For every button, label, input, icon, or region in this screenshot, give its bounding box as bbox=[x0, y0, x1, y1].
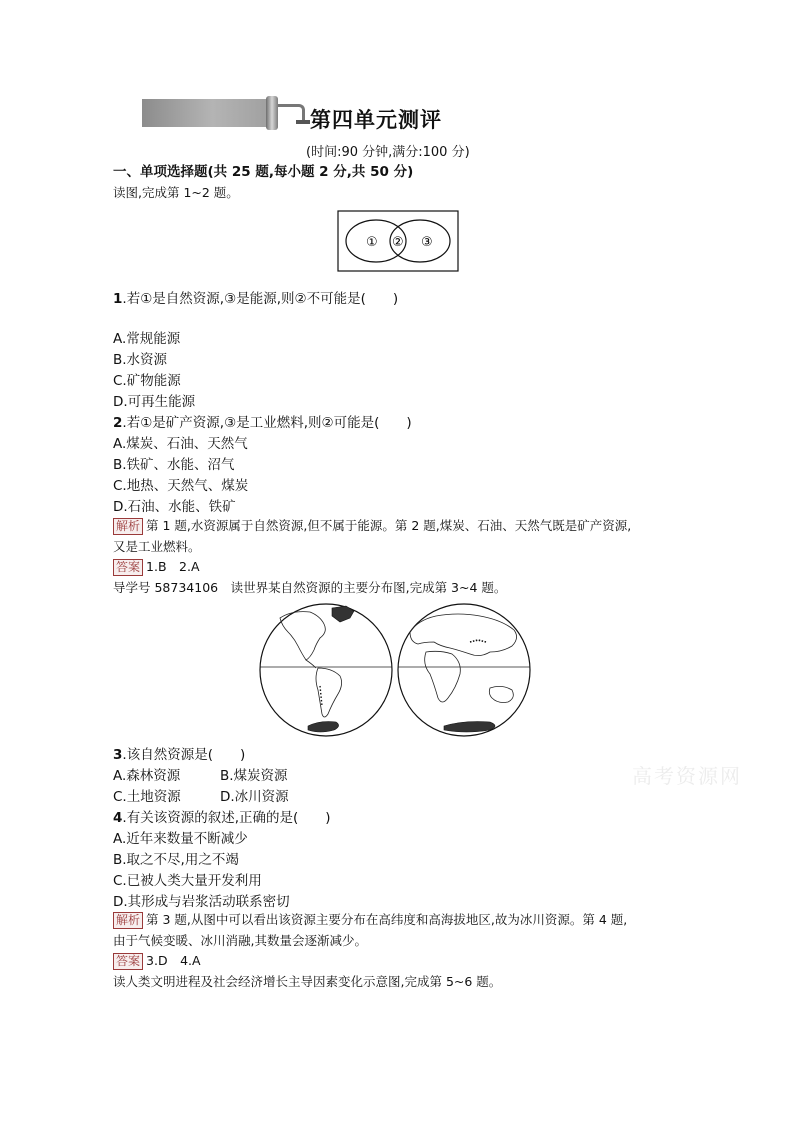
question-number: 2 bbox=[113, 415, 123, 431]
eastern-hemisphere bbox=[398, 604, 530, 736]
answer-block-2 bbox=[113, 951, 201, 970]
analysis-text-cont: 又是工业燃料。 bbox=[113, 539, 201, 554]
q4-option-d[interactable]: D.其形成与岩浆活动联系密切 bbox=[113, 894, 290, 910]
answer-text: 3.D 4.A bbox=[146, 953, 201, 968]
answer-text: 1.B 2.A bbox=[146, 559, 200, 574]
q4-option-a[interactable]: A.近年来数量不断减少 bbox=[113, 831, 248, 847]
paint-roller-icon bbox=[266, 96, 278, 130]
watermark: 高考资源网 bbox=[632, 764, 742, 788]
analysis-block-1 bbox=[113, 516, 631, 535]
q3-option-b[interactable]: B.煤炭资源 bbox=[220, 768, 288, 784]
question-stem: .若①是矿产资源,③是工业燃料,则②可能是( ) bbox=[122, 415, 412, 431]
question-1 bbox=[113, 287, 398, 307]
q2-option-c[interactable]: C.地热、天然气、煤炭 bbox=[113, 478, 249, 494]
venn-label-1: ① bbox=[366, 235, 378, 250]
q3-option-a[interactable]: A.森林资源 bbox=[113, 768, 181, 784]
venn-label-3: ③ bbox=[421, 235, 433, 250]
world-glacier-map bbox=[258, 602, 534, 738]
answer-tag: 答案 bbox=[113, 559, 143, 576]
q2-option-d[interactable]: D.石油、水能、铁矿 bbox=[113, 499, 236, 515]
title-banner-decoration bbox=[142, 99, 270, 127]
venn-label-2: ② bbox=[392, 235, 404, 250]
analysis-block-2 bbox=[113, 910, 627, 929]
q2-option-b[interactable]: B.铁矿、水能、沼气 bbox=[113, 457, 235, 473]
q3-option-d[interactable]: D.冰川资源 bbox=[220, 789, 289, 805]
intro-text: 读图,完成第 1~2 题。 bbox=[113, 185, 239, 200]
question-4 bbox=[113, 806, 331, 826]
question-number: 1 bbox=[113, 291, 123, 307]
antarctica-glacier-east bbox=[444, 722, 495, 733]
analysis-text-cont: 由于气候变暖、冰川消融,其数量会逐渐减少。 bbox=[113, 933, 367, 948]
q3-option-c[interactable]: C.土地资源 bbox=[113, 789, 181, 805]
question-2 bbox=[113, 411, 412, 431]
answer-block-1 bbox=[113, 557, 200, 576]
question-stem: .若①是自然资源,③是能源,则②不可能是( ) bbox=[122, 291, 399, 307]
western-hemisphere bbox=[260, 604, 392, 736]
roller-grip-decoration bbox=[296, 120, 310, 124]
q1-option-b[interactable]: B.水资源 bbox=[113, 352, 168, 368]
exam-info: (时间:90 分钟,满分:100 分) bbox=[306, 145, 470, 160]
q1-option-c[interactable]: C.矿物能源 bbox=[113, 373, 181, 389]
q1-option-d[interactable]: D.可再生能源 bbox=[113, 394, 196, 410]
analysis-tag: 解析 bbox=[113, 518, 143, 535]
question-stem: .该自然资源是( ) bbox=[122, 747, 246, 763]
question-number: 3 bbox=[113, 747, 123, 763]
next-intro-text: 读人类文明进程及社会经济增长主导因素变化示意图,完成第 5~6 题。 bbox=[113, 974, 502, 989]
q1-option-a[interactable]: A.常规能源 bbox=[113, 331, 181, 347]
antarctica-glacier-west bbox=[308, 722, 339, 733]
guide-text: 导学号 58734106 读世界某自然资源的主要分布图,完成第 3~4 题。 bbox=[113, 580, 507, 595]
section-heading: 一、单项选择题(共 25 题,每小题 2 分,共 50 分) bbox=[113, 164, 414, 180]
q4-option-c[interactable]: C.已被人类大量开发利用 bbox=[113, 873, 262, 889]
question-3 bbox=[113, 743, 245, 763]
question-number: 4 bbox=[113, 810, 123, 826]
question-stem: .有关该资源的叙述,正确的是( ) bbox=[122, 810, 331, 826]
analysis-tag: 解析 bbox=[113, 912, 143, 929]
analysis-text: 第 1 题,水资源属于自然资源,但不属于能源。第 2 题,煤炭、石油、天然气既是矿产资源, bbox=[146, 518, 632, 533]
answer-tag: 答案 bbox=[113, 953, 143, 970]
page-title: 第四单元测评 bbox=[310, 107, 442, 132]
q2-option-a[interactable]: A.煤炭、石油、天然气 bbox=[113, 436, 248, 452]
analysis-text: 第 3 题,从图中可以看出该资源主要分布在高纬度和高海拔地区,故为冰川资源。第 4 题, bbox=[146, 912, 628, 927]
venn-diagram bbox=[337, 210, 459, 272]
q4-option-b[interactable]: B.取之不尽,用之不竭 bbox=[113, 852, 239, 868]
